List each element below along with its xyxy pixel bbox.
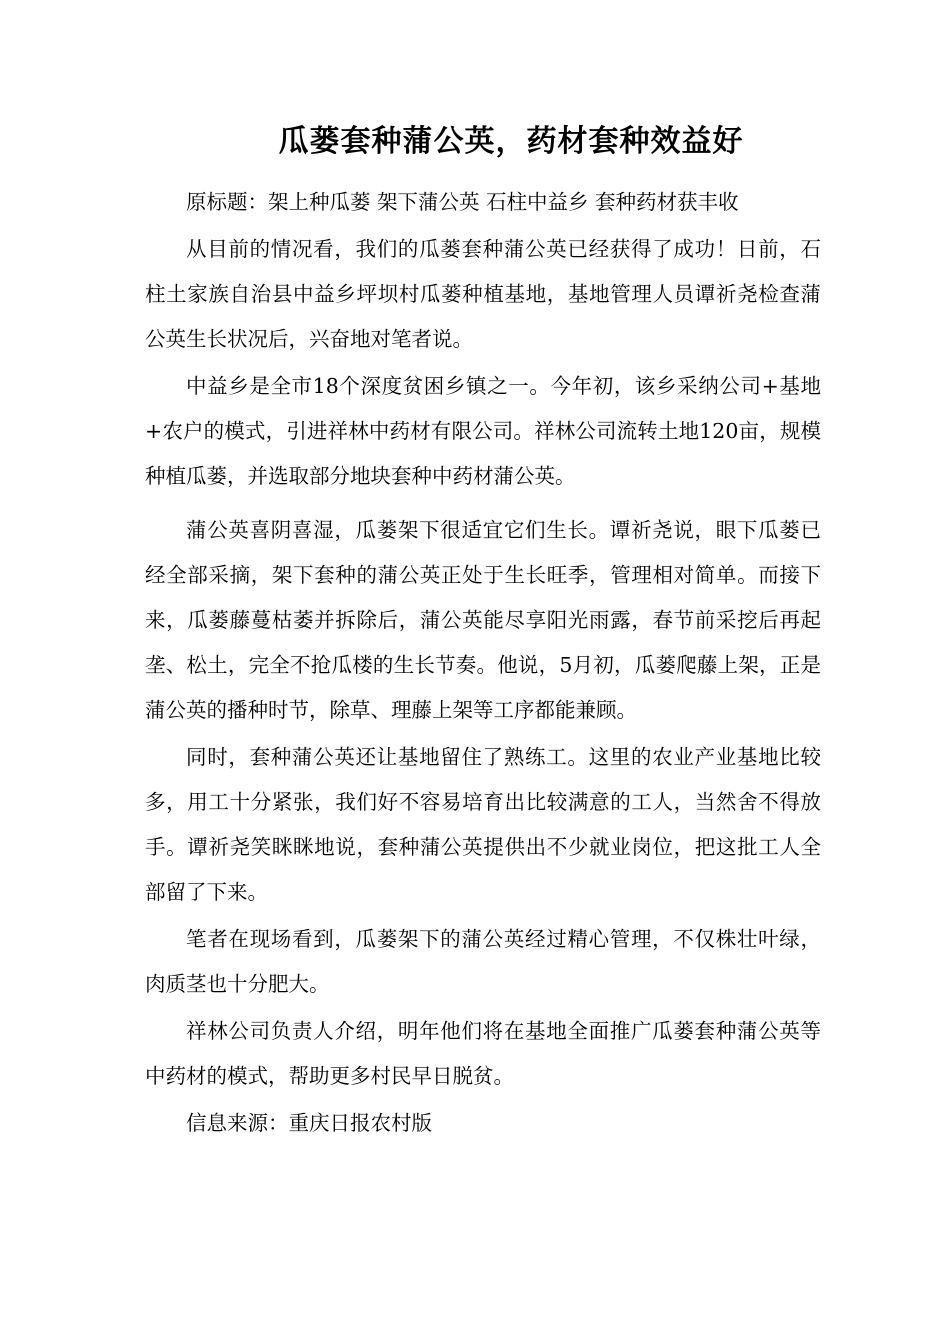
paragraph: 蒲公英喜阴喜湿，瓜蒌架下很适宜它们生长。谭祈尧说，眼下瓜蒌已经全部采摘，架下套种的蒲公英正处于生长旺季，管理相对简单。而接下来，瓜蒌藤蔓枯萎并拆除后，蒲公英能尽享阳光雨露，春节前采挖后再起垄、松土，完全不抢瓜楼的生长节奏。他说，5月初，瓜蒌爬藤上架，正是蒲公英的播种时节，除草、理藤上架等工序都能兼顾。 <box>145 518 821 722</box>
paragraph-source: 信息来源：重庆日报农村版 <box>186 1111 432 1135</box>
paragraph: 笔者在现场看到，瓜蒌架下的蒲公英经过精心管理，不仅株壮叶绿，肉质茎也十分肥大。 <box>145 927 821 996</box>
document-title: 瓜蒌套种蒲公英，药材套种效益好 <box>278 124 744 159</box>
paragraph: 同时，套种蒲公英还让基地留住了熟练工。这里的农业产业基地比较多，用工十分紧张，我们好不容易培育出比较满意的工人，当然舍不得放手。谭祈尧笑眯眯地说，套种蒲公英提供出不少就业岗位，把这批工人全部留了下来。 <box>145 745 821 904</box>
paragraph: 祥林公司负责人介绍，明年他们将在基地全面推广瓜蒌套种蒲公英等中药材的模式，帮助更多村民早日脱贫。 <box>145 1019 821 1088</box>
paragraph: 中益乡是全市18个深度贫困乡镇之一。今年初，该乡采纳公司+基地+农户的模式，引进祥林中药材有限公司。祥林公司流转土地120亩，规模种植瓜蒌，并选取部分地块套种中药材蒲公英。 <box>145 374 821 488</box>
paragraph: 从目前的情况看，我们的瓜蒌套种蒲公英已经获得了成功！日前，石柱土家族自治县中益乡坪坝村瓜蒌种植基地，基地管理人员谭祈尧检查蒲公英生长状况后，兴奋地对笔者说。 <box>145 237 821 351</box>
document-body <box>145 180 821 1146</box>
paragraph-original-title: 原标题：架上种瓜蒌 架下蒲公英 石柱中益乡 套种药材获丰收 <box>186 190 739 214</box>
